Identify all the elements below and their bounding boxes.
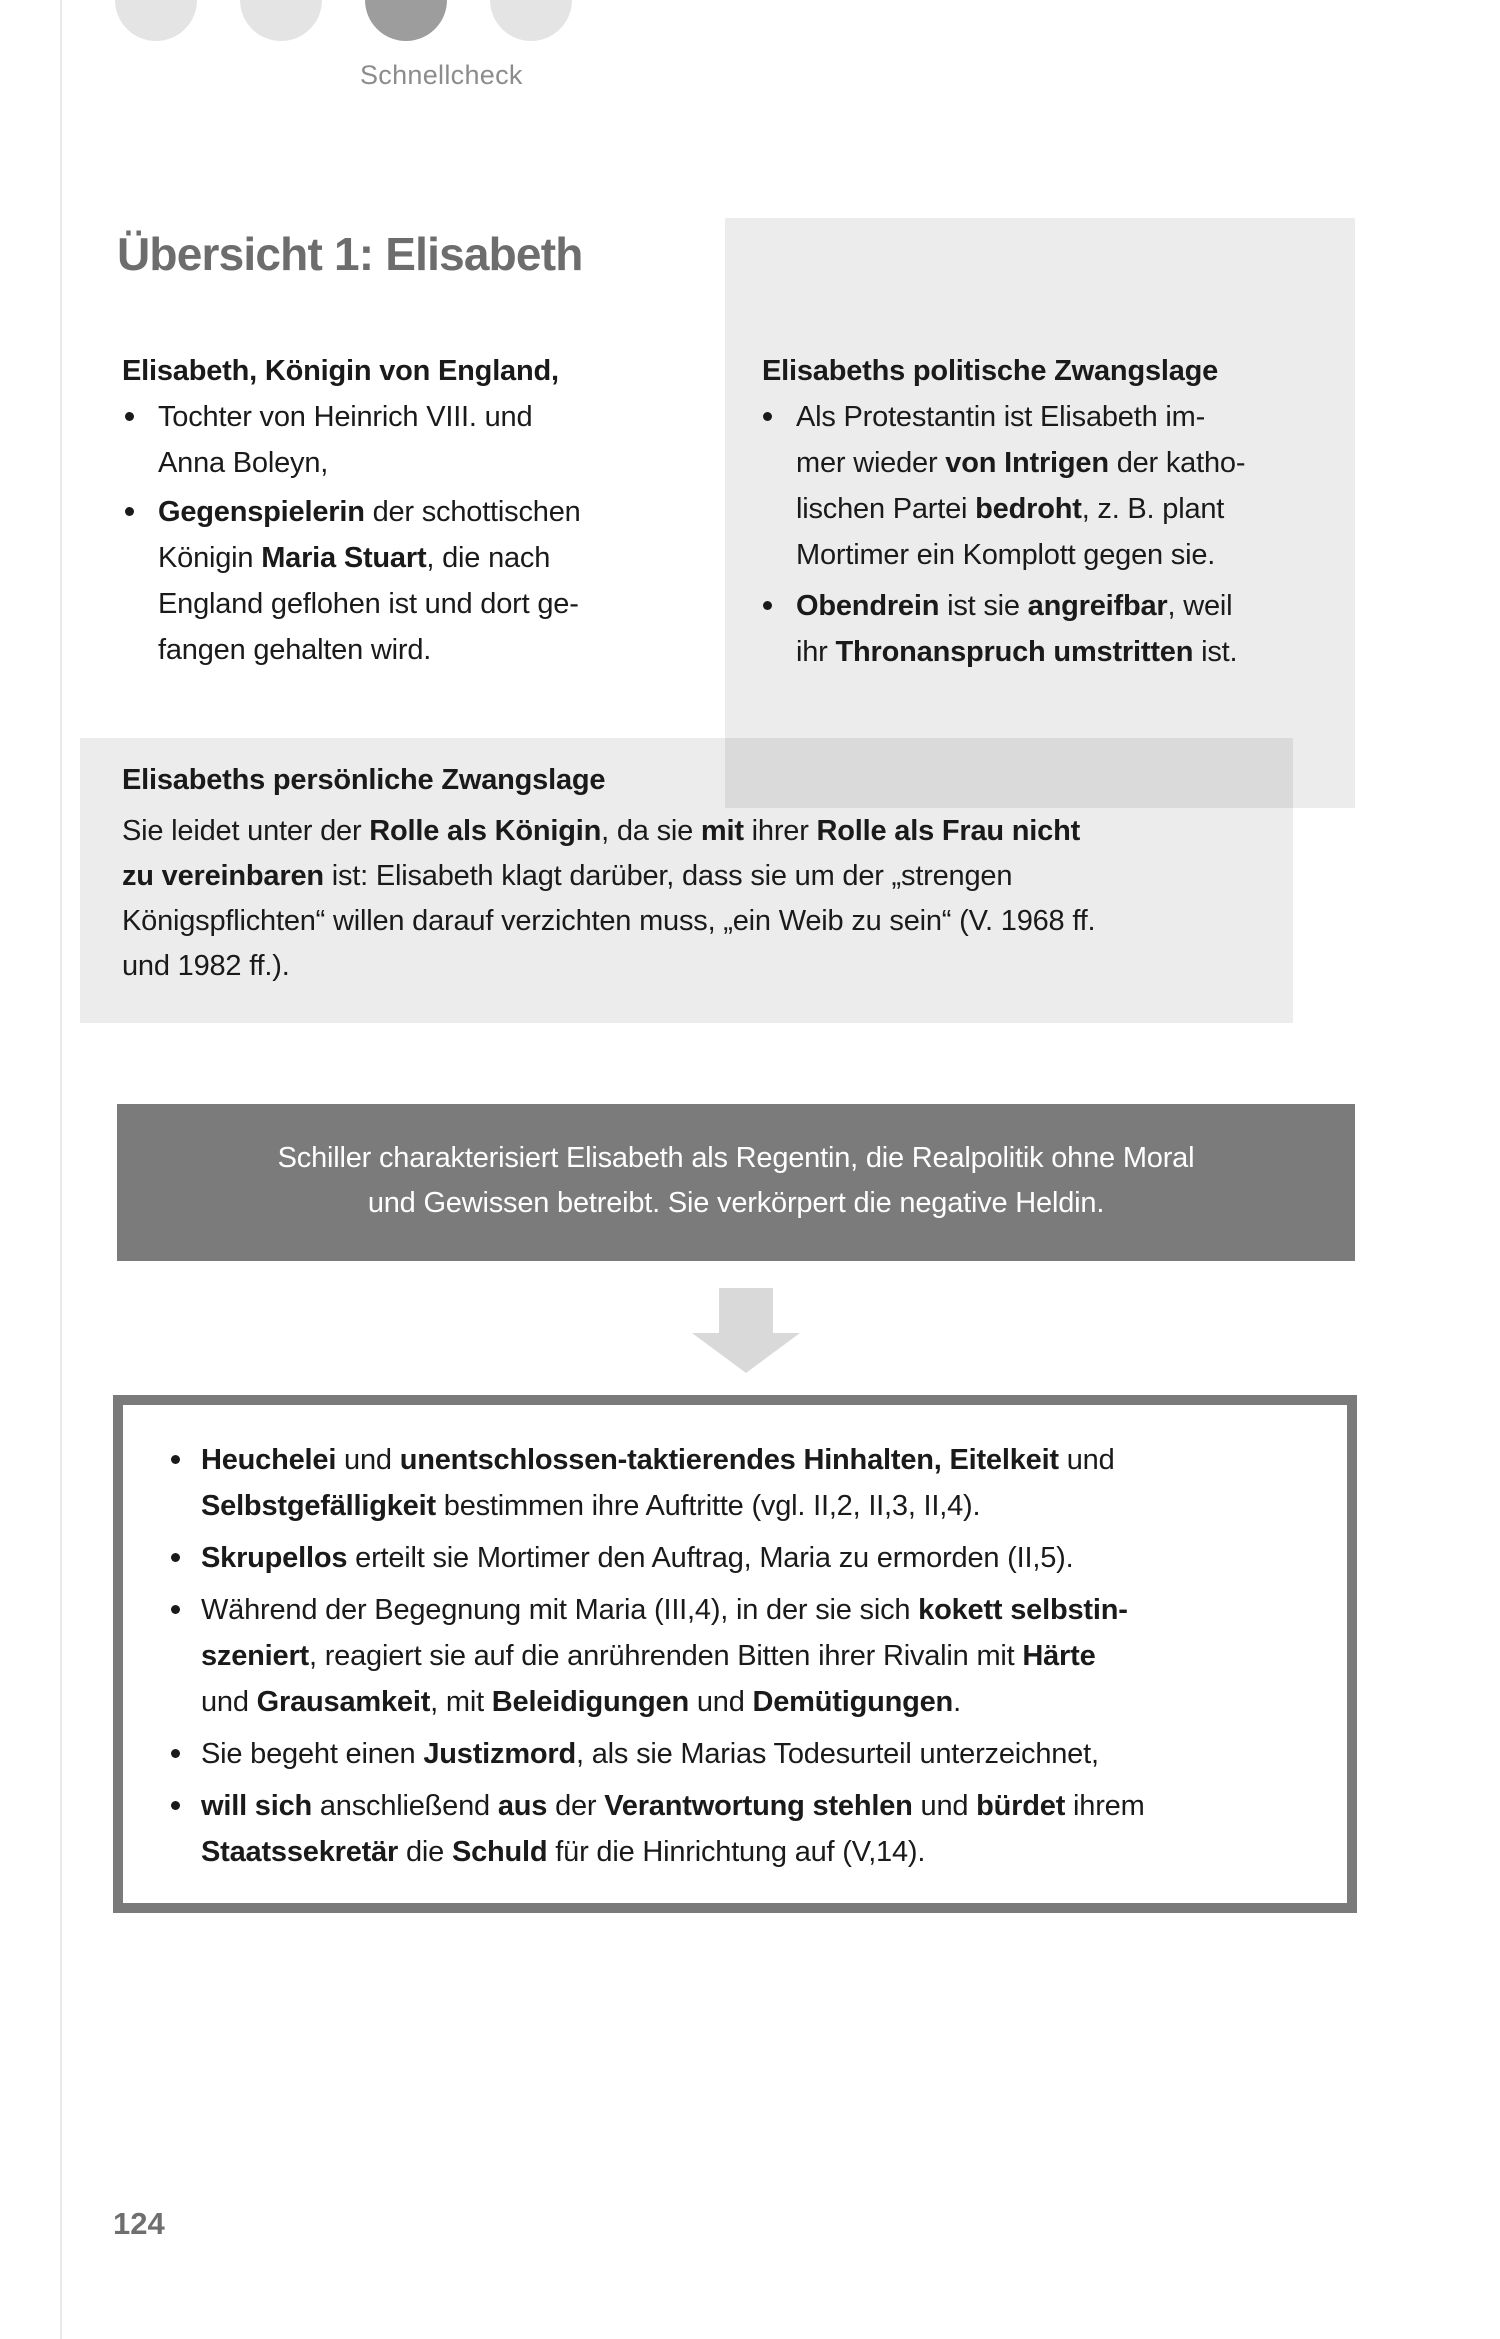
progress-dot	[115, 0, 197, 41]
page-number: 124	[113, 2206, 165, 2241]
personal-heading: Elisabeths persönliche Zwangslage	[122, 764, 606, 796]
page-title: Übersicht 1: Elisabeth	[117, 227, 583, 280]
arrow-stem	[719, 1288, 773, 1333]
statement-box	[117, 1104, 1355, 1261]
list-item: Als Protestantin ist Elisabeth im- mer wieder von Intrigen der katho- lischen Partei bedroht, z. B. plant Mortimer ein Komplott gegen sie.	[762, 394, 1337, 578]
list-item: Sie begeht einen Justizmord, als sie Marias Todesurteil unterzeichnet,	[171, 1731, 1311, 1777]
progress-dot-active	[365, 0, 447, 41]
intro-bullets	[122, 394, 682, 673]
list-item: will sich anschließend aus der Verantwortung stehlen und bürdet ihrem Staatssekretär die Schuld für die Hinrichtung auf (V,14).	[171, 1783, 1311, 1875]
list-item: Während der Begegnung mit Maria (III,4), in der sie sich kokett selbstin- szeniert, reagiert sie auf die anrührenden Bitten ihrer Rivalin mit Härte und Grausamkeit, mit Beleidigungen und Demütigungen.	[171, 1587, 1311, 1725]
personal-text: Sie leidet unter der Rolle als Königin, da sie mit ihrer Rolle als Frau nicht zu vereinbaren ist: Elisabeth klagt darüber, dass sie um der „strengen Königspflichten“ willen darauf verzichten muss, „ein Weib zu sein“ (V. 1968 ff. und 1982 ff.).	[122, 815, 1096, 982]
section-label: Schnellcheck	[360, 60, 523, 90]
conclusion-content	[171, 1437, 1311, 1875]
statement-text: Schiller charakterisiert Elisabeth als Regentin, die Realpolitik ohne Moral und Gewissen betreibt. Sie verkörpert die negative Heldin.	[277, 1142, 1195, 1219]
intro-column	[122, 348, 682, 673]
page-edge-line	[60, 0, 62, 2339]
political-content	[762, 348, 1337, 675]
list-item: Heuchelei und unentschlossen-taktierendes Hinhalten, Eitelkeit und Selbstgefälligkeit bestimmen ihre Auftritte (vgl. II,2, II,3, II,4).	[171, 1437, 1311, 1529]
political-bullets	[762, 394, 1337, 675]
conclusion-bullets	[171, 1437, 1311, 1875]
progress-dot	[240, 0, 322, 41]
down-arrow-icon	[692, 1288, 800, 1372]
list-item: Skrupellos erteilt sie Mortimer den Auftrag, Maria zu ermorden (II,5).	[171, 1535, 1311, 1581]
list-item: Tochter von Heinrich VIII. und Anna Boleyn,	[122, 394, 682, 486]
personal-content	[122, 757, 1282, 989]
political-heading: Elisabeths politische Zwangslage	[762, 355, 1219, 387]
list-item: Obendrein ist sie angreifbar, weil ihr Thronanspruch umstritten ist.	[762, 583, 1337, 675]
progress-dot	[490, 0, 572, 41]
arrow-head	[692, 1333, 800, 1373]
intro-heading: Elisabeth, Königin von England,	[122, 355, 559, 387]
list-item: Gegenspielerin der schottischen Königin Maria Stuart, die nach England geflohen ist und dort ge- fangen gehalten wird.	[122, 489, 682, 673]
